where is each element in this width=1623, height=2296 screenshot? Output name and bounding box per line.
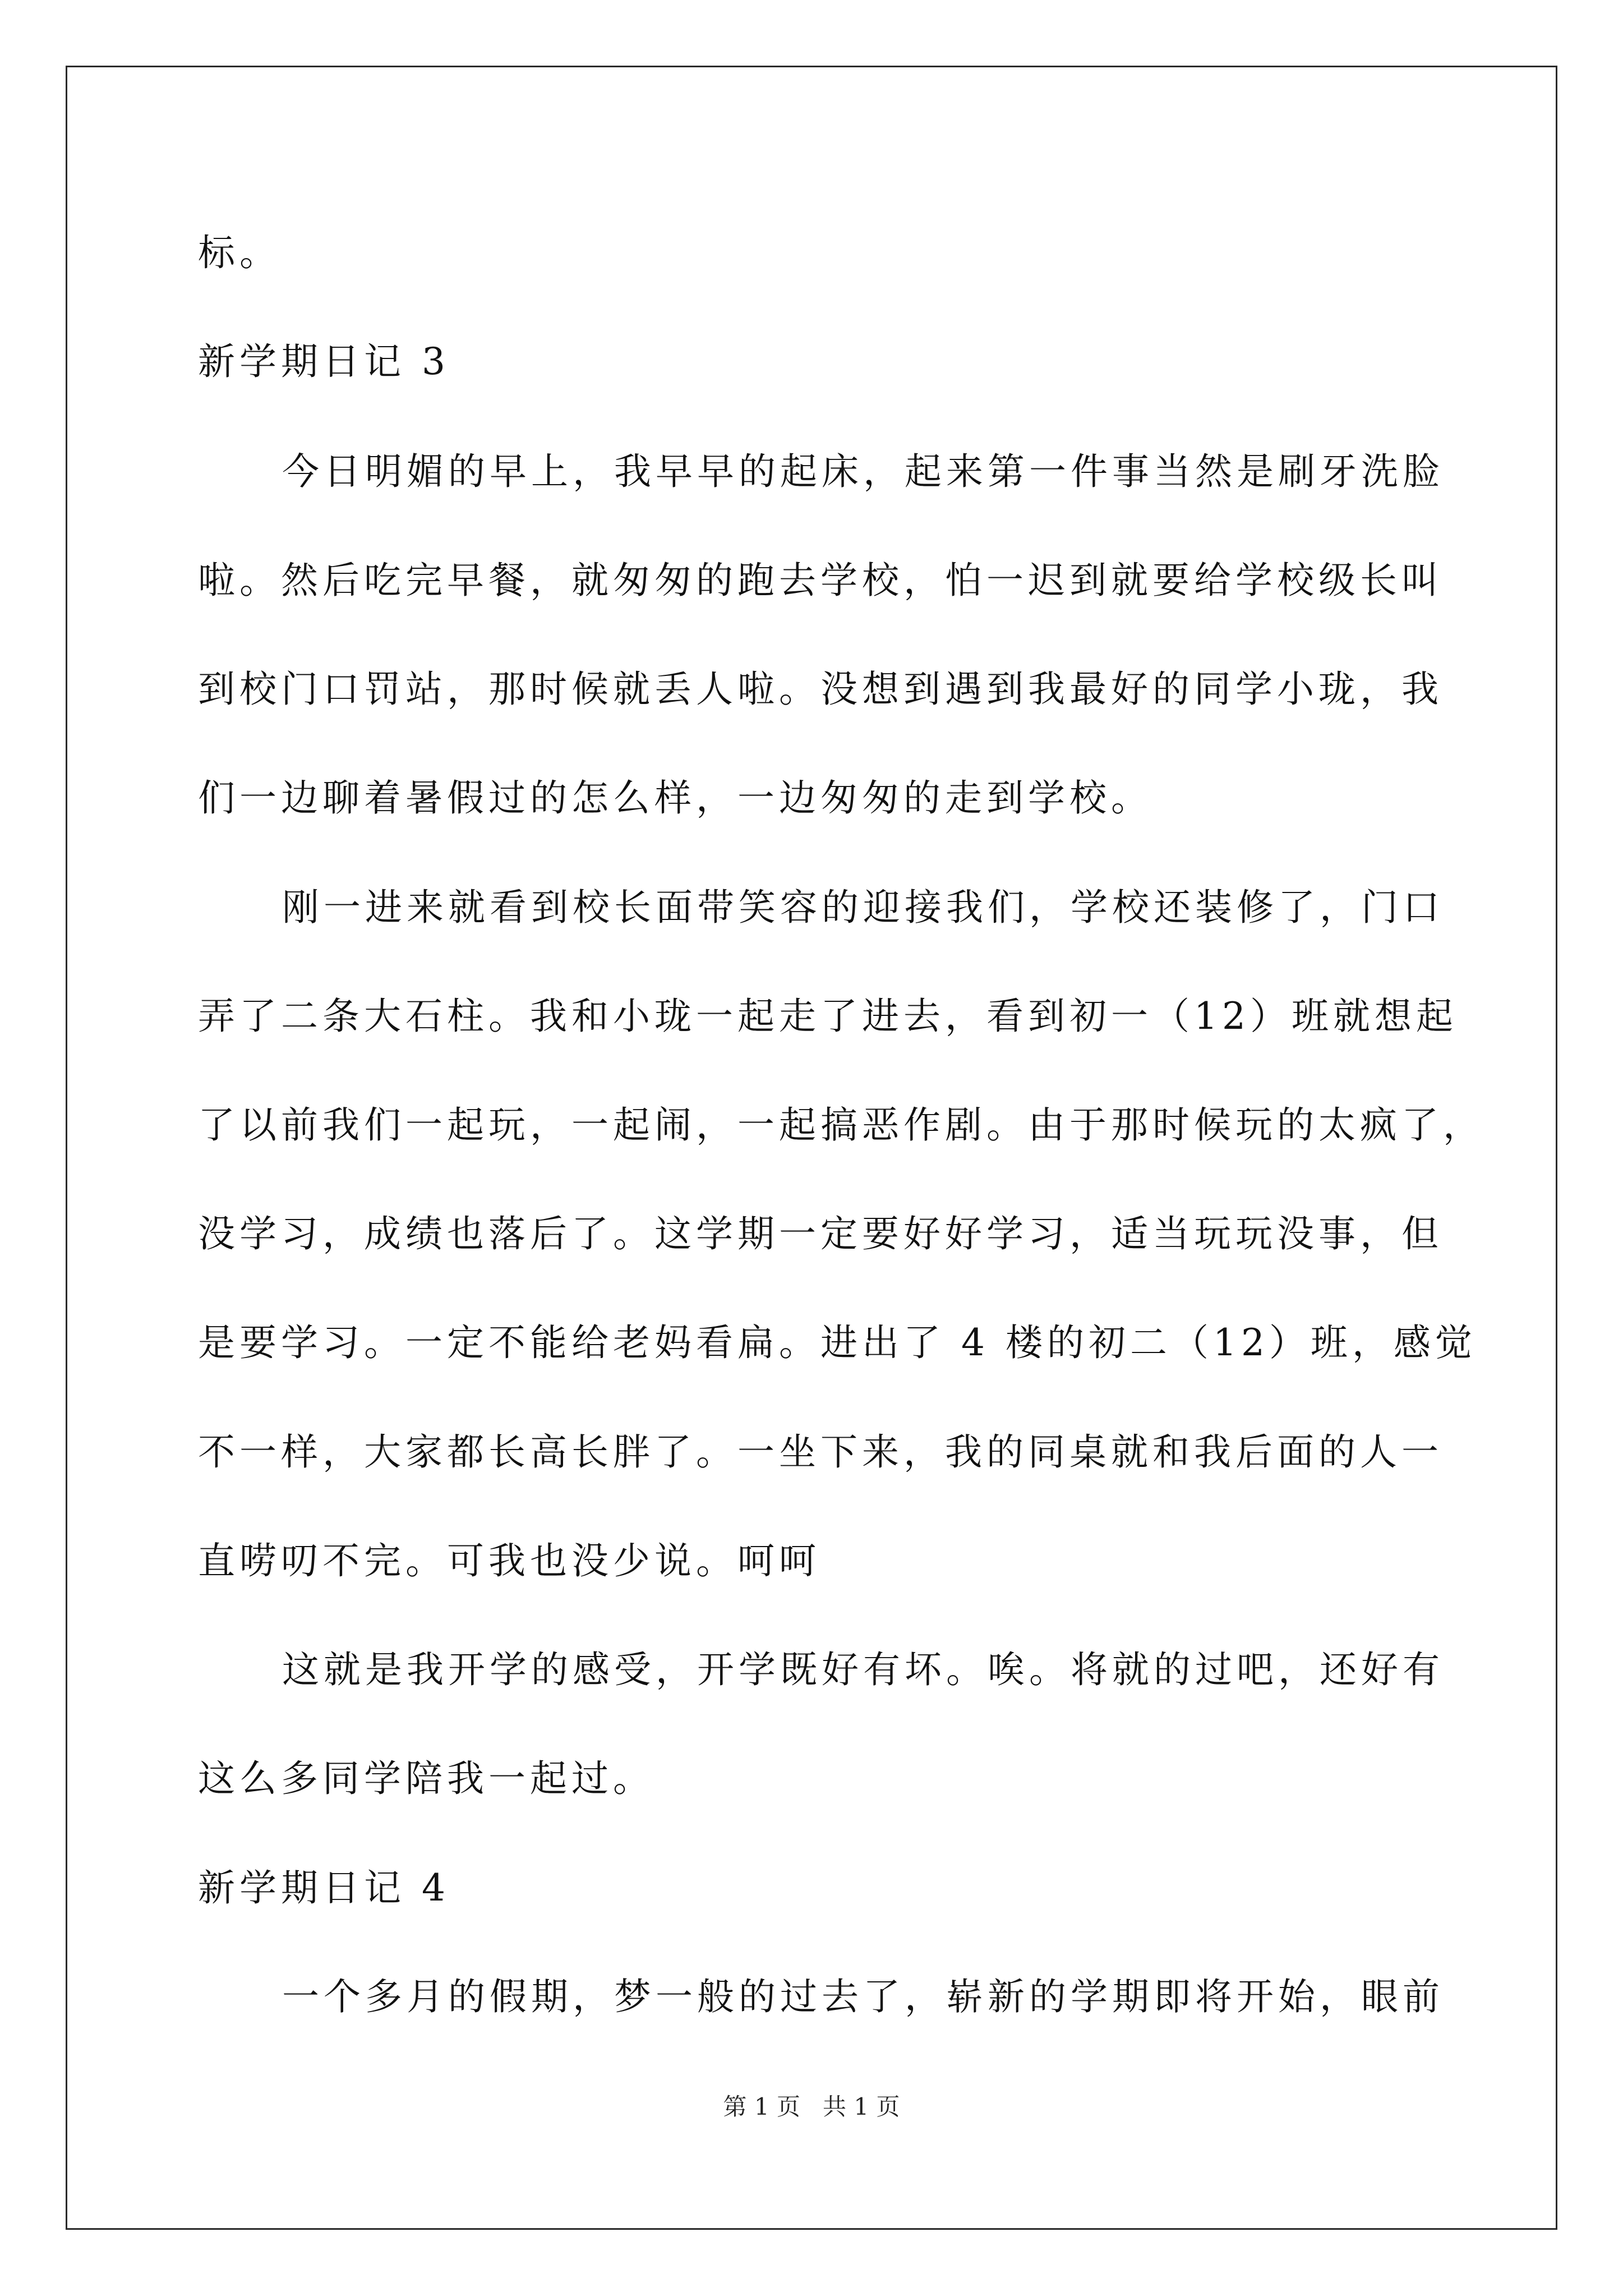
paragraph-line: 一个多月的假期，梦一般的过去了，崭新的学期即将开始，眼前 bbox=[282, 1975, 1444, 2018]
paragraph-line: 今日明媚的早上，我早早的起床，起来第一件事当然是刷牙洗脸 bbox=[282, 450, 1444, 493]
section-heading-diary-3: 新学期日记 3 bbox=[198, 340, 450, 383]
paragraph-line: 这么多同学陪我一起过。 bbox=[198, 1757, 654, 1800]
paragraph-line: 弄了二条大石柱。我和小珑一起走了进去，看到初一（12）班就想起 bbox=[198, 995, 1458, 1038]
page-number-footer: 第 1 页 共 1 页 bbox=[723, 2093, 900, 2120]
paragraph-line: 刚一进来就看到校长面带笑容的迎接我们，学校还装修了，门口 bbox=[282, 886, 1444, 929]
paragraph-line: 这就是我开学的感受，开学既好有坏。唉。将就的过吧，还好有 bbox=[282, 1648, 1444, 1691]
paragraph-line: 是要学习。一定不能给老妈看扁。进出了 4 楼的初二（12）班，感觉 bbox=[198, 1321, 1477, 1364]
section-heading-diary-4: 新学期日记 4 bbox=[198, 1866, 450, 1910]
paragraph-line: 不一样，大家都长高长胖了。一坐下来，我的同桌就和我后面的人一 bbox=[198, 1430, 1443, 1474]
paragraph-line: 啦。然后吃完早餐，就匆匆的跑去学校，怕一迟到就要给学校级长叫 bbox=[198, 559, 1443, 602]
paragraph-line: 没学习，成绩也落后了。这学期一定要好好学习，适当玩玩没事，但 bbox=[198, 1212, 1443, 1255]
paragraph-line: 们一边聊着暑假过的怎么样，一边匆匆的走到学校。 bbox=[198, 776, 1152, 820]
paragraph-line: 到校门口罚站，那时候就丢人啦。没想到遇到我最好的同学小珑，我 bbox=[198, 668, 1443, 711]
paragraph-line: 直唠叨不完。可我也没少说。呵呵 bbox=[198, 1539, 820, 1582]
paragraph-line: 了以前我们一起玩，一起闹，一起搞恶作剧。由于那时候玩的太疯了， bbox=[198, 1103, 1484, 1147]
paragraph-continuation-line: 标。 bbox=[198, 231, 281, 274]
